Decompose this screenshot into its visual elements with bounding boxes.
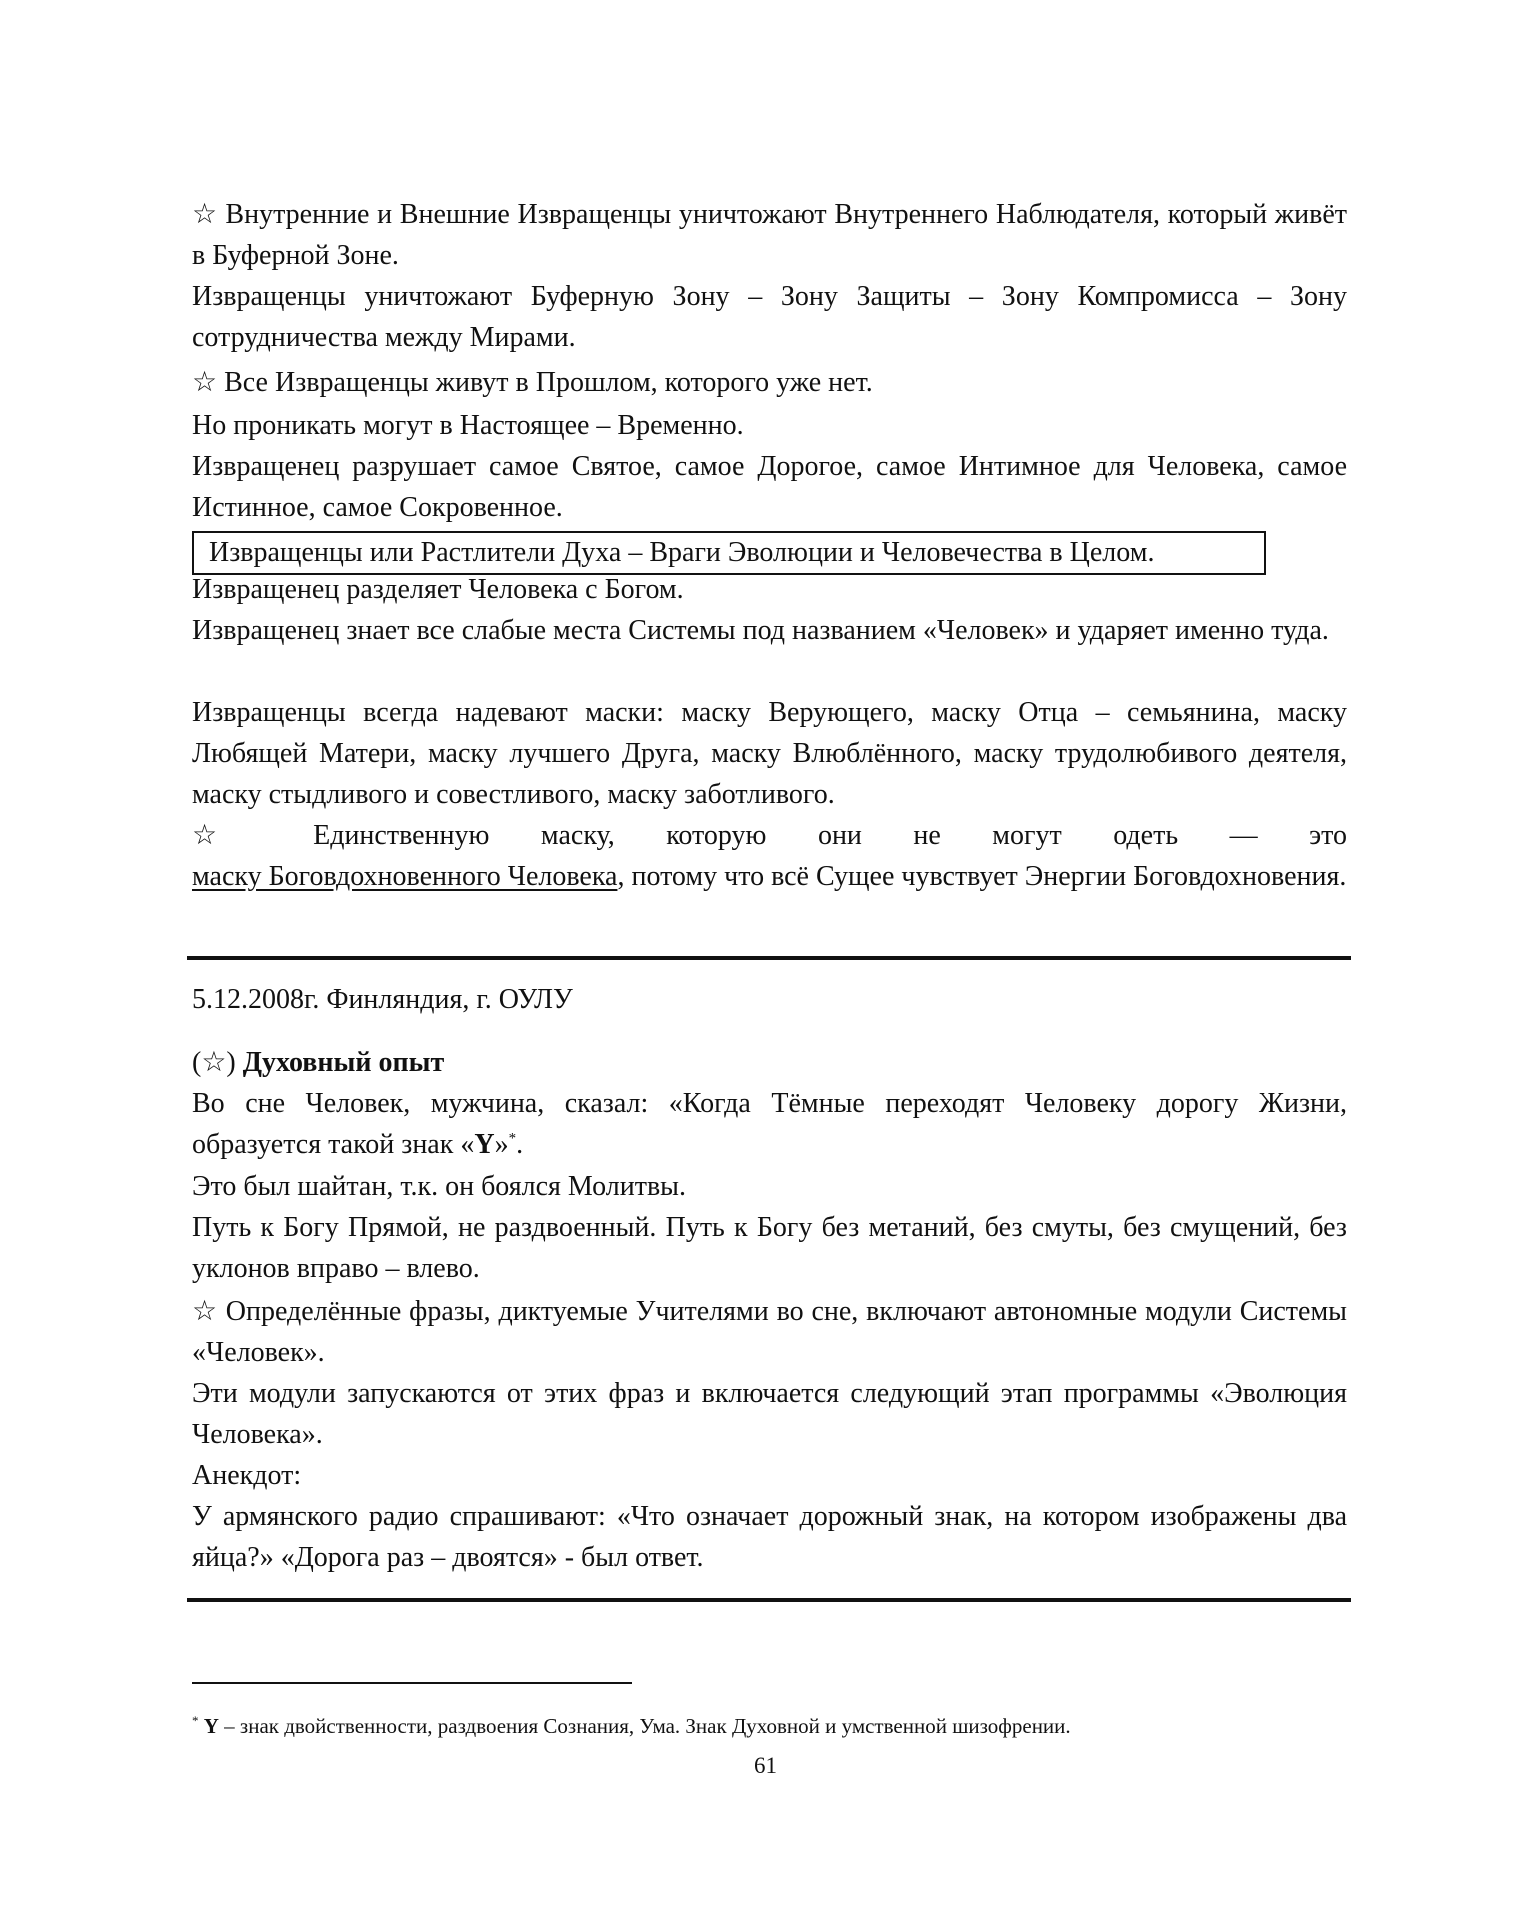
dream-quote-close: » [494, 1129, 509, 1160]
heading-text: Духовный опыт [242, 1047, 445, 1078]
page-number: 61 [754, 1753, 777, 1778]
paragraph-past: ☆ Все Извращенцы живут в Прошлом, которого уже нет. [192, 367, 873, 398]
paragraph-separates: Извращенец разделяет Человека с Богом. [192, 574, 684, 605]
paragraph-destroys: Извращенец разрушает самое Святое, самое Дорогое, самое Интимное для Человека, самое Истинное, самое Сокровенное. [192, 451, 1347, 523]
section-divider-1 [187, 956, 1351, 960]
dream-quote: Во сне Человек, мужчина, сказал: «Когда Тёмные переходят Человеку дорогу Жизни, образуется такой знак « [192, 1088, 1347, 1160]
paragraph-shaitan: Это был шайтан, т.к. он боялся Молитвы. [192, 1171, 686, 1202]
footnote-separator [192, 1682, 632, 1684]
paragraph-present: Но проникать могут в Настоящее – Временно. [192, 410, 744, 441]
paragraph-buffer-zone: Извращенцы уничтожают Буферную Зону – Зону Защиты – Зону Компромисса – Зону сотрудничества между Мирами. [192, 281, 1347, 353]
footnote-text: – знак двойственности, раздвоения Сознания, Ума. Знак Духовной и умственной шизофрении. [218, 1714, 1071, 1738]
boxed-statement-text: Извращенцы или Растлители Духа – Враги Эволюции и Человечества в Целом. [209, 537, 1155, 568]
paragraph-only-mask-rest [192, 856, 1347, 897]
paragraph-only-mask-line1: ☆ Единственную маску, которую они не могут одеть — это [192, 820, 1347, 851]
y-symbol: Y [474, 1129, 495, 1160]
footnote-reference[interactable]: * [508, 1130, 517, 1147]
heading-prefix: (☆) [192, 1047, 243, 1078]
paragraph-anecdote: У армянского радио спрашивают: «Что означает дорожный знак, на котором изображены два яйца?» «Дорога раз – двоятся» - был ответ. [192, 1501, 1347, 1573]
footnote [192, 1706, 1347, 1741]
paragraph-modules: Эти модули запускаются от этих фраз и включается следующий этап программы «Эволюция Человека». [192, 1378, 1347, 1450]
footnote-mark: * [192, 1713, 199, 1728]
paragraph-phrases: ☆ Определённые фразы, диктуемые Учителями во сне, включают автономные модули Системы «Человек». [192, 1296, 1347, 1368]
paragraph-internal-external: ☆ Внутренние и Внешние Извращенцы уничтожают Внутреннего Наблюдателя, который живёт в Буферной Зоне. [192, 199, 1347, 271]
paragraph-anecdote-label: Анекдот: [192, 1460, 302, 1491]
paragraph-masks: Извращенцы всегда надевают маски: маску Верующего, маску Отца – семьянина, маску Любящей Матери, маску лучшего Друга, маску Влюблённого, маску трудолюбивого деятеля, маску стыдливого и совестливого, маску заботливого. [192, 697, 1347, 810]
paragraph-dream [192, 1083, 1347, 1165]
underlined-phrase: маску Боговдохновенного Человека [192, 861, 618, 892]
section-heading [192, 1042, 1347, 1083]
dream-quote-tail: . [516, 1129, 524, 1160]
section-divider-2 [187, 1598, 1351, 1602]
paragraph-weak-points: Извращенец знает все слабые места Системы под названием «Человек» и ударяет именно туда. [192, 615, 1329, 646]
date-location-line: 5.12.2008г. Финляндия, г. ОУЛУ [192, 984, 573, 1015]
paragraph-only-mask-tail: , потому что всё Сущее чувствует Энергии Боговдохновения. [617, 861, 1347, 892]
paragraph-path-to-god: Путь к Богу Прямой, не раздвоенный. Путь к Богу без метаний, без смуты, без смущений, без уклонов вправо – влево. [192, 1212, 1347, 1284]
footnote-y-symbol: Y [203, 1714, 219, 1738]
